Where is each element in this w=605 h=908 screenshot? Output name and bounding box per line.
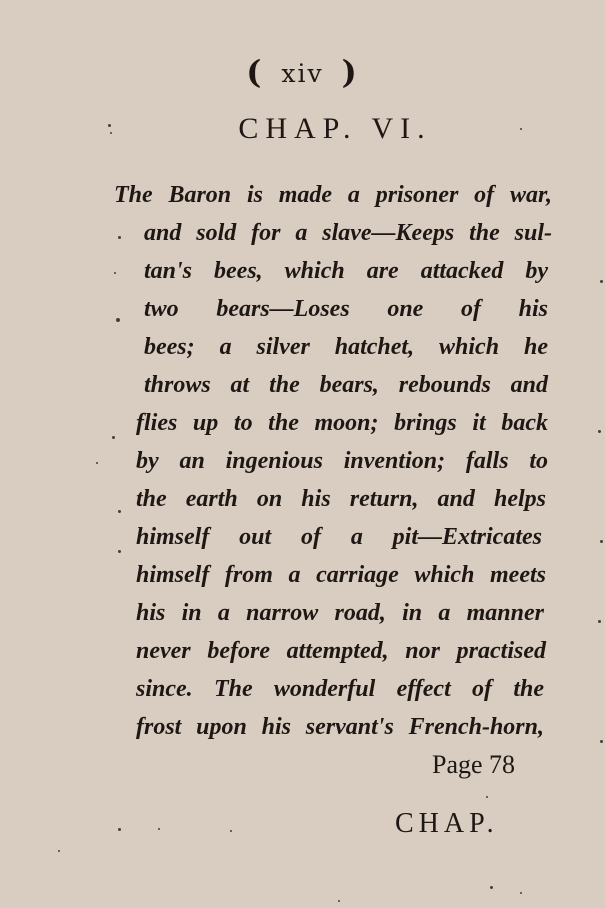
chapter-title: CHAP. VI. — [238, 112, 432, 145]
summary-line: frost upon his servant's French-horn, — [136, 714, 544, 740]
scan-speck — [118, 510, 121, 513]
summary-line: flies up to the moon; brings it back — [136, 410, 548, 436]
scan-speck — [486, 796, 488, 798]
scan-speck — [598, 430, 601, 433]
scan-speck — [112, 436, 115, 439]
scan-speck — [490, 886, 493, 889]
summary-line: two bears—Loses one of his — [144, 296, 548, 322]
page-number — [0, 52, 605, 90]
summary-line: throws at the bears, rebounds and — [144, 372, 548, 398]
scan-speck — [110, 132, 112, 134]
catchword: CHAP. — [395, 808, 499, 839]
scan-speck — [600, 540, 603, 543]
page-number-close-paren: ) — [341, 53, 359, 91]
summary-line: tan's bees, which are attacked by — [144, 258, 548, 284]
scan-speck — [158, 828, 160, 830]
summary-line: since. The wonderful effect of the — [136, 676, 544, 702]
page-number-value: xiv — [281, 59, 324, 88]
scan-speck — [600, 280, 603, 283]
scan-speck — [598, 620, 601, 623]
summary-line: and sold for a slave—Keeps the sul- — [144, 220, 552, 246]
scan-speck — [118, 828, 121, 831]
scan-speck — [520, 892, 522, 894]
summary-line: The Baron is made a prisoner of war, — [114, 182, 552, 208]
summary-line: the earth on his return, and helps — [136, 486, 546, 512]
scan-speck — [96, 462, 98, 464]
scan-speck — [114, 272, 116, 274]
summary-line: his in a narrow road, in a manner — [136, 600, 544, 626]
scan-speck — [116, 318, 120, 322]
summary-line: himself out of a pit—Extricates — [136, 524, 542, 550]
summary-line: by an ingenious invention; falls to — [136, 448, 548, 474]
page-number-open-paren: ( — [246, 53, 264, 91]
scan-speck — [108, 124, 111, 127]
page-reference: Page 78 — [432, 750, 516, 779]
summary-line: never before attempted, nor practised — [136, 638, 546, 664]
summary-line: himself from a carriage which meets — [136, 562, 546, 588]
scan-speck — [230, 830, 232, 832]
scan-speck — [118, 236, 121, 239]
scan-speck — [118, 550, 121, 553]
scan-speck — [520, 128, 522, 130]
scan-speck — [58, 850, 60, 852]
scan-speck — [338, 900, 340, 902]
scan-speck — [600, 740, 603, 743]
summary-line: bees; a silver hatchet, which he — [144, 334, 548, 360]
